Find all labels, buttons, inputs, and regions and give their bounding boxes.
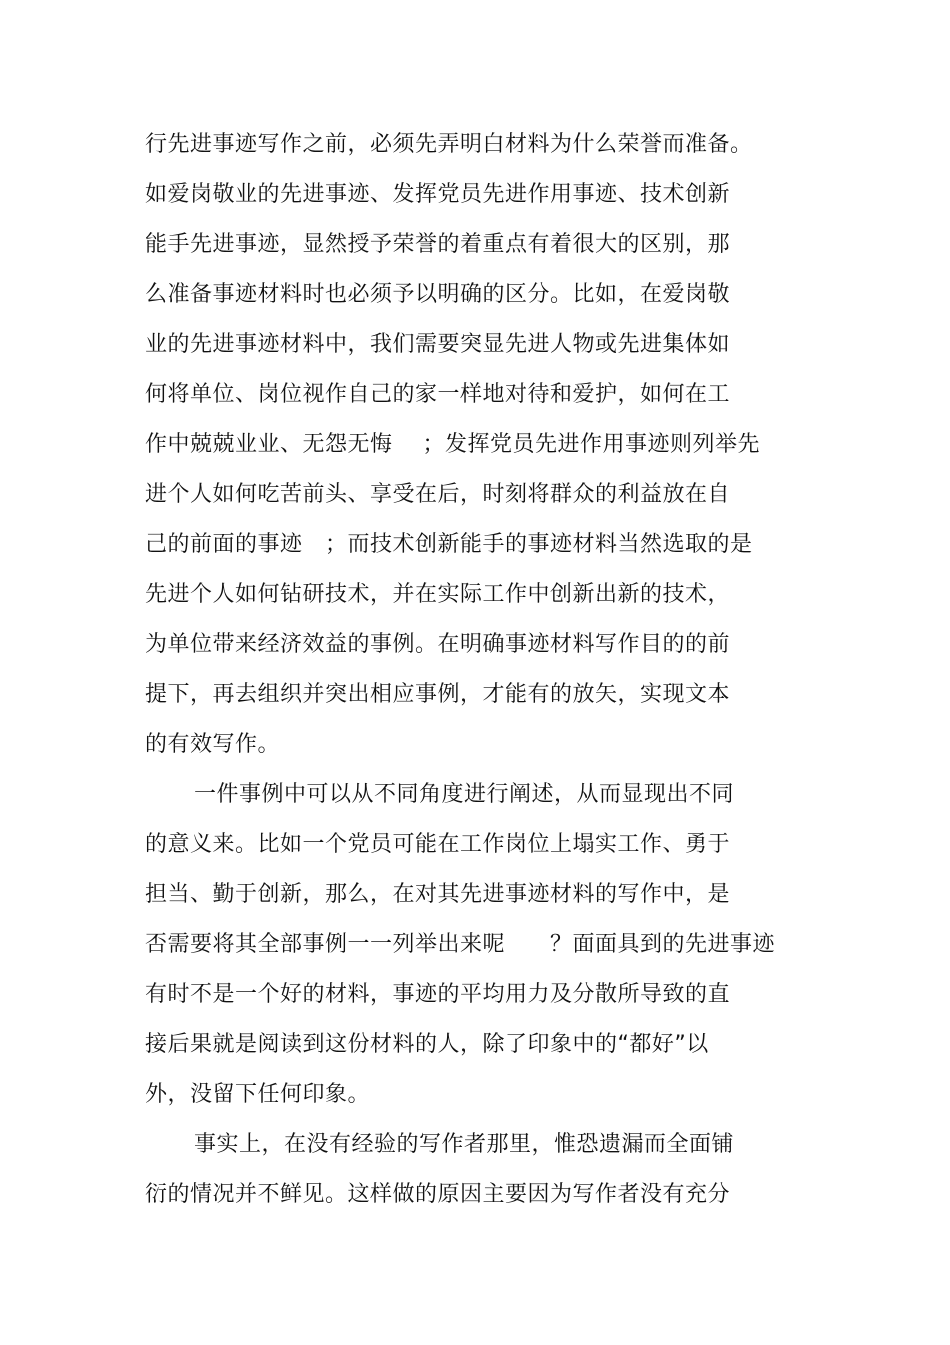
text-line: 的有效写作。 bbox=[145, 732, 281, 757]
text-line: 的意义来。比如一个党员可能在工作岗位上塌实工作、勇于 bbox=[145, 832, 731, 857]
text-line: 如爱岗敬业的先进事迹、发挥党员先进作用事迹、技术创新 bbox=[145, 182, 731, 207]
text-line: 能手先进事迹，显然授予荣誉的着重点有着很大的区别，那 bbox=[145, 232, 731, 257]
text-line: 接后果就是阅读到这份材料的人，除了印象中的“都好”以 bbox=[145, 1032, 709, 1057]
text-line: 何将单位、岗位视作自己的家一样地对待和爱护，如何在工 bbox=[145, 382, 731, 407]
text-line: 有时不是一个好的材料，事迹的平均用力及分散所导致的直 bbox=[145, 982, 731, 1007]
text-line: 先进个人如何钻研技术，并在实际工作中创新出新的技术， bbox=[145, 582, 731, 607]
text-line: 外，没留下任何印象。 bbox=[145, 1082, 371, 1107]
text-line: 为单位带来经济效益的事例。在明确事迹材料写作目的的前 bbox=[145, 632, 731, 657]
text-line: 进个人如何吃苦前头、享受在后，时刻将群众的利益放在自 bbox=[145, 482, 731, 507]
text-line: 业的先进事迹材料中，我们需要突显先进人物或先进集体如 bbox=[145, 332, 731, 357]
text-line: 行先进事迹写作之前，必须先弄明白材料为什么荣誉而准备。 bbox=[145, 132, 753, 157]
text-line: 提下，再去组织并突出相应事例，才能有的放矢，实现文本 bbox=[145, 682, 731, 707]
paragraph-start-line: 事实上，在没有经验的写作者那里，惟恐遗漏而全面铺 bbox=[194, 1132, 735, 1157]
text-line: 么准备事迹材料时也必须予以明确的区分。比如，在爱岗敬 bbox=[145, 282, 731, 307]
text-line: 担当、勤于创新，那么，在对其先进事迹材料的写作中，是 bbox=[145, 882, 731, 907]
text-line: 衍的情况并不鲜见。这样做的原因主要因为写作者没有充分 bbox=[145, 1182, 731, 1207]
text-line: 作中兢兢业业、无怨无悔 ；发挥党员先进作用事迹则列举先 bbox=[145, 432, 760, 457]
text-line: 己的前面的事迹 ；而技术创新能手的事迹材料当然选取的是 bbox=[145, 532, 753, 557]
paragraph-start-line: 一件事例中可以从不同角度进行阐述，从而显现出不同 bbox=[194, 782, 735, 807]
text-line: 否需要将其全部事例一一列举出来呢 ？面面具到的先进事迹 bbox=[145, 932, 776, 957]
